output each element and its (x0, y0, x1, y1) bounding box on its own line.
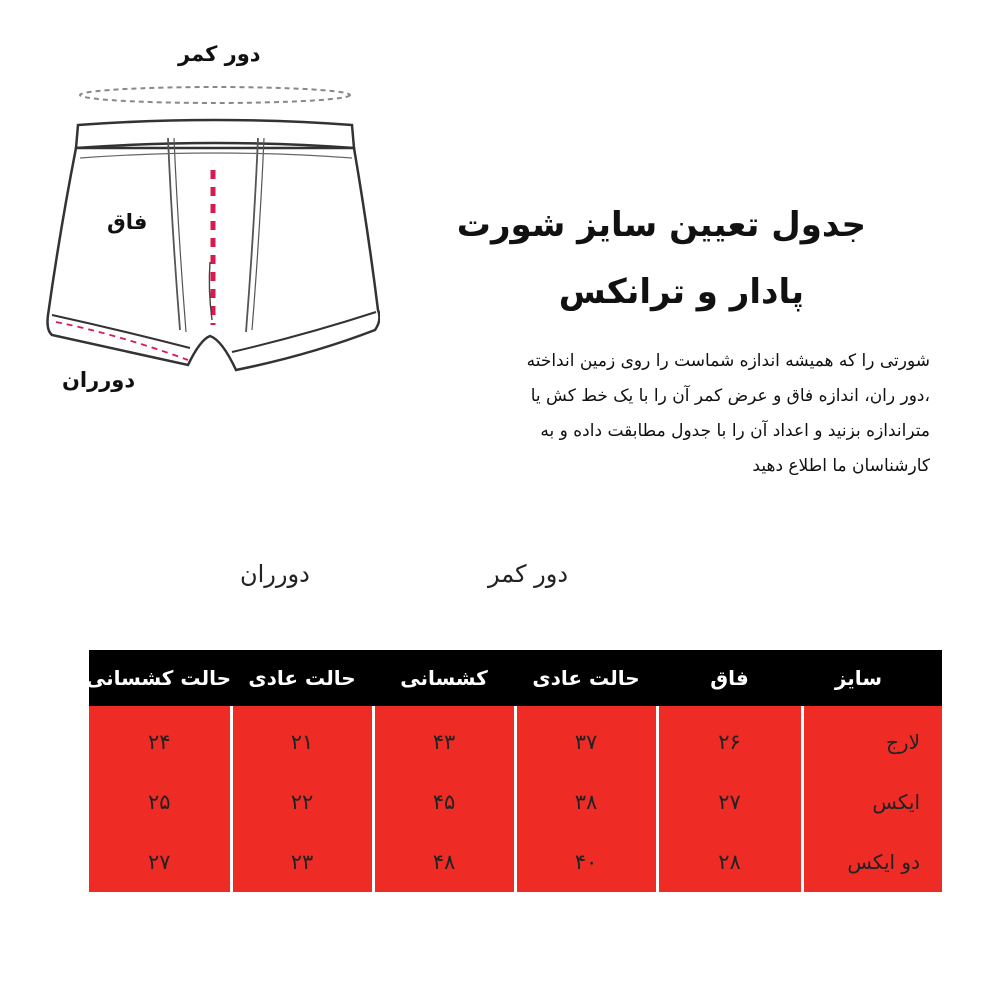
thigh-stretch-cell: ۲۴ (89, 706, 231, 772)
page-subtitle: پادار و ترانکس (558, 272, 804, 312)
waist-normal-cell: ۳۸ (515, 772, 657, 832)
waistband (76, 120, 354, 148)
instructions-text (430, 344, 930, 484)
waist-normal-cell: ۳۷ (515, 706, 657, 772)
thigh-normal-cell: ۲۳ (231, 832, 373, 892)
size-cell: دو ایکس (802, 832, 942, 892)
thigh-stretch-cell: ۲۷ (89, 832, 231, 892)
instructions-line: کارشناسان ما اطلاع دهید (752, 456, 930, 476)
table-row (89, 706, 942, 772)
inseam-cell: ۲۷ (657, 772, 802, 832)
instructions-line: شورتی را که همیشه اندازه شماست را روی زمین انداخته (526, 351, 930, 371)
col-header-thigh-stretch: حالت کشسانی (89, 650, 231, 706)
col-header-waist-normal: حالت عادی (515, 650, 657, 706)
waist-label: دور کمر (178, 42, 261, 66)
instructions-line: متراندازه بزنید و اعداد آن را با جدول مطابقت داده و به (540, 421, 930, 441)
col-header-thigh-normal: حالت عادی (231, 650, 373, 706)
size-cell: لارج (802, 706, 942, 772)
size-table (85, 650, 942, 892)
inseam-label: فاق (107, 210, 148, 234)
thigh-normal-cell: ۲۲ (231, 772, 373, 832)
table-row (89, 772, 942, 832)
waist-normal-cell: ۴۰ (515, 832, 657, 892)
waist-measure-ellipse (80, 87, 350, 103)
page-title: جدول تعیین سایز شورت (456, 205, 866, 245)
table-row (89, 832, 942, 892)
col-header-waist-stretch: کشسانی (373, 650, 515, 706)
thigh-group-heading: دورران (240, 560, 310, 588)
waist-stretch-cell: ۴۸ (373, 832, 515, 892)
col-header-size: سایز (802, 650, 942, 706)
size-cell: ایکس (802, 772, 942, 832)
shorts-diagram (40, 30, 380, 400)
instructions-line: ،دور ران، اندازه فاق و عرض کمر آن را با یک خط کش یا (530, 386, 930, 406)
inseam-cell: ۲۶ (657, 706, 802, 772)
waist-stretch-cell: ۴۵ (373, 772, 515, 832)
table-header-row (89, 650, 942, 706)
waist-stretch-cell: ۴۳ (373, 706, 515, 772)
waist-group-heading: دور کمر (488, 560, 569, 588)
thigh-normal-cell: ۲۱ (231, 706, 373, 772)
inseam-cell: ۲۸ (657, 832, 802, 892)
thigh-label: دورران (62, 368, 136, 392)
col-header-inseam: فاق (657, 650, 802, 706)
thigh-stretch-cell: ۲۵ (89, 772, 231, 832)
